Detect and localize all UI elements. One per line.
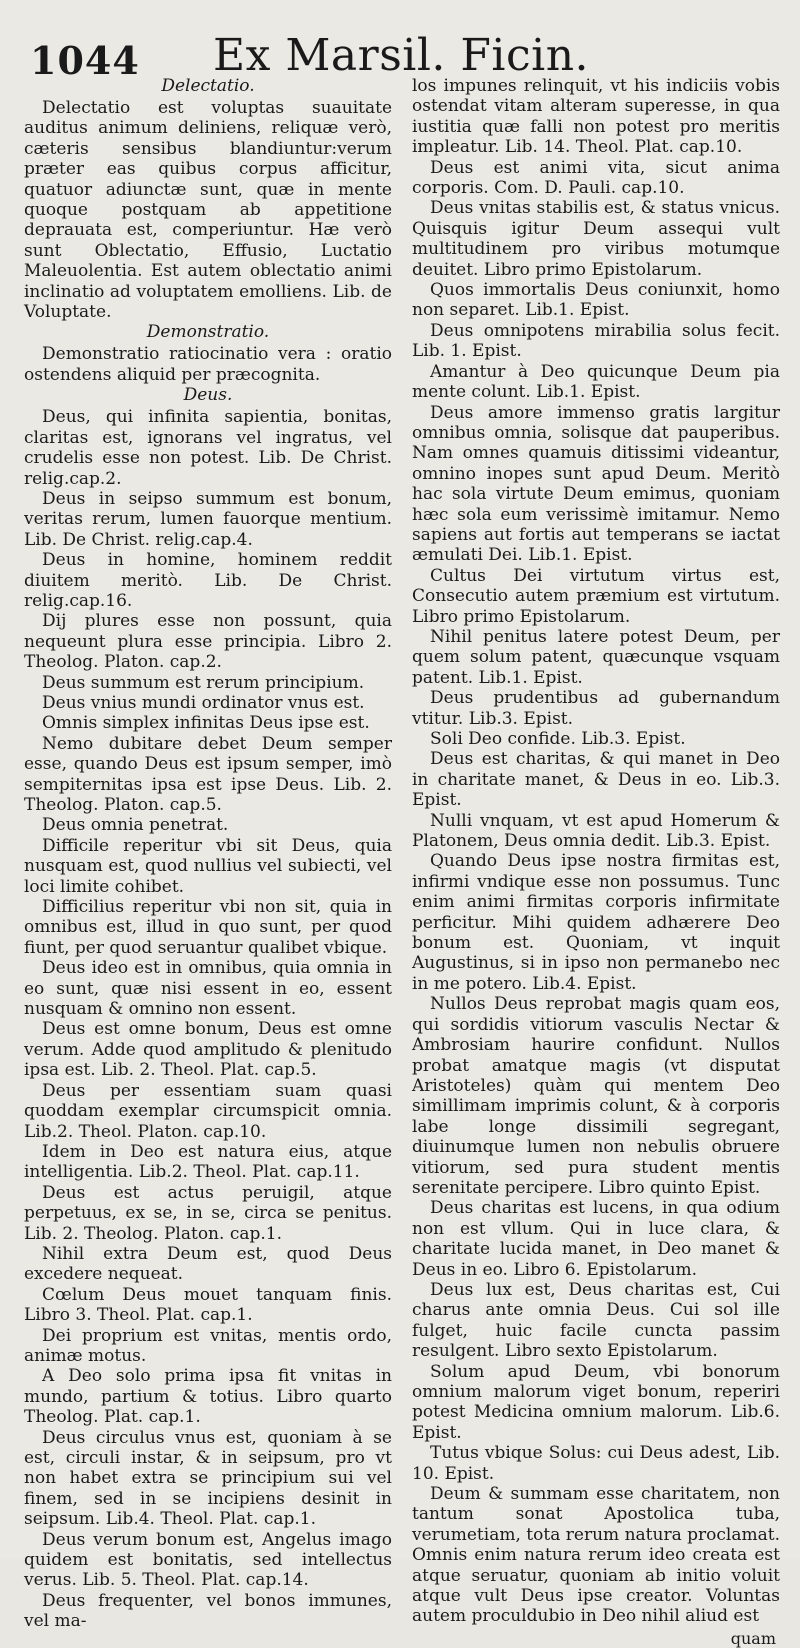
text-entry: Deus vnitas stabilis est, & status vnicus. Quisquis igitur Deum assequi vult multitudinem pro viribus motumque deuitet. Libro primo Epistolarum.	[412, 198, 780, 280]
text-entry: Cultus Dei virtutum virtus est, Consecutio autem præmium est virtutum. Libro primo Epistolarum.	[412, 565, 780, 627]
text-entry: Difficile reperitur vbi sit Deus, quia nusquam est, quod nullius vel subiecti, vel loci limite cohibet.	[24, 835, 392, 897]
text-entry: Deus summum est rerum principium.	[42, 672, 365, 693]
text-entry: Deus est omne bonum, Deus est omne verum. Adde quod amplitudo & plenitudo ipsa est. Lib. 2. Theol. Plat. cap.5.	[24, 1019, 392, 1081]
text-entry: Soli Deo confide. Lib.3. Epist.	[430, 729, 686, 749]
page-number: 1044	[30, 38, 140, 83]
left-column	[24, 76, 392, 1632]
right-column	[412, 76, 780, 1648]
text-entry: Deus circulus vnus est, quoniam à se est, circuli instar, & in seipsum, pro vt non habet extra se principium sui vel finem, sed in se incipiens desinit in seipsum. Lib.4. Theol. Plat. cap.1.	[24, 1427, 392, 1530]
text-entry: Deus lux est, Deus charitas est, Cui charus ante omnia Deus. Cui sol ille fulget, huic facile cuncta passim resulgent. Libro sexto Epistolarum.	[412, 1279, 780, 1362]
text-entry: Deus prudentibus ad gubernandum vtitur. Lib.3. Epist.	[412, 688, 780, 729]
text-entry: Deus frequenter, vel bonos immunes, vel ma-	[24, 1590, 392, 1632]
text-entry: Deus amore immenso gratis largitur omnibus omnia, solisque dat pauperibus. Nam omnes quamuis ditissimi videantur, omnino inopes sunt apud Deum. Meritò hac sola virtute Deum emimus, quoniam hæc sola eum verissimè imitamur. Nemo sapiens aut fortis aut temperans se iactat æmulati Dei. Lib.1. Epist.	[412, 402, 780, 566]
text-entry: Deus ideo est in omnibus, quia omnia in eo sunt, quæ nisi essent in eo, essent nusquam & omnino non essent.	[24, 958, 392, 1020]
text-entry: Deus est charitas, & qui manet in Deo in charitate manet, & Deus in eo. Lib.3. Epist.	[412, 749, 780, 811]
section-heading: Delectatio.	[161, 76, 255, 96]
text-entry: Deus omnipotens mirabilia solus fecit. Lib. 1. Epist.	[412, 320, 780, 362]
text-entry: Omnis simplex infinitas Deus ipse est.	[42, 713, 370, 734]
text-entry: Dij plures esse non possunt, quia nequeunt plura esse principia. Libro 2. Theolog. Platon. cap.2.	[24, 611, 392, 673]
text-entry: Idem in Deo est natura eius, atque intelligentia. Lib.2. Theol. Plat. cap.11.	[24, 1141, 392, 1183]
text-entry: Demonstratio ratiocinatio vera : oratio ostendens aliquid per præcognita.	[24, 344, 392, 385]
section-heading: Demonstratio.	[146, 322, 270, 343]
text-columns	[24, 76, 780, 1648]
text-entry: Amantur à Deo quicunque Deum pia mente colunt. Lib.1. Epist.	[412, 361, 780, 403]
text-entry: Cœlum Deus mouet tanquam finis. Libro 3. Theol. Plat. cap.1.	[24, 1284, 392, 1326]
section-heading: Deus.	[183, 385, 233, 406]
text-entry: Deus, qui infinita sapientia, bonitas, claritas est, ignorans vel ingratus, vel crudelis esse non potest. Lib. De Christ. relig.cap.2.	[24, 407, 392, 489]
text-entry: Deus in homine, hominem reddit diuitem meritò. Lib. De Christ. relig.cap.16.	[24, 550, 392, 611]
text-entry: Deum & summam esse charitatem, non tantum sonat Apostolica tuba, verumetiam, tota rerum natura proclamat. Omnis enim natura rerum ideo creata est atque seruatur, quoniam ab initio voluit atque vult Deus ipse creator. Voluntas autem proculdubio in Deo nihil aliud est	[412, 1484, 780, 1627]
text-entry: Deus charitas est lucens, in qua odium non est vllum. Qui in luce clara, & charitate lucida manet, in Deo manet & Deus in eo. Libro 6. Epistolarum.	[412, 1198, 780, 1280]
text-entry: Difficilius reperitur vbi non sit, quia in omnibus est, illud in quo sunt, per quod fiunt, per quod seruantur qualibet vbique.	[24, 897, 392, 958]
text-entry: Nihil penitus latere potest Deum, per quem solum patent, quæcunque vsquam patent. Lib.1. Epist.	[412, 626, 780, 688]
text-entry: Solum apud Deum, vbi bonorum omnium malorum viget bonum, reperiri potest Medicina omnium malorum. Lib.6. Epist.	[412, 1361, 780, 1443]
text-entry: Deus omnia penetrat.	[42, 815, 229, 836]
text-entry: Nulli vnquam, vt est apud Homerum & Platonem, Deus omnia dedit. Lib.3. Epist.	[412, 810, 780, 852]
text-entry: los impunes relinquit, vt his indiciis vobis ostendat vitam alteram superesse, in qua iustitia quæ falli non potest pro meritis impleatur. Lib. 14. Theol. Plat. cap.10.	[412, 76, 780, 158]
page-header	[24, 22, 778, 82]
running-head: Ex Marsil. Ficin.	[212, 30, 590, 81]
text-entry: Nullos Deus reprobat magis quam eos, qui sordidis vitiorum vasculis Nectar & Ambrosiam haurire confidunt. Nullos probat amatque magis (vt disputat Aristoteles) quàm qui mentem Deo simillimam imprimis colunt, & à corporis labe longe dissimili segregant, diuinumque lumen non nebulis obruere vitiorum, sed pura student mentis serenitate percipere. Libro quinto Epist.	[412, 994, 780, 1198]
catchword: quam	[730, 1628, 776, 1648]
text-entry: Deus in seipso summum est bonum, veritas rerum, lumen fauorque mentium. Lib. De Christ. relig.cap.4.	[24, 488, 392, 550]
text-entry: Quando Deus ipse nostra firmitas est, infirmi vndique esse non possumus. Tunc enim animi firmitas corporis infirmitate perficitur. Mihi quidem adhærere Deo bonum est. Quoniam, vt inquit Augustinus, si in ipso non permanebo nec in me potero. Lib.4. Epist.	[412, 851, 780, 994]
text-entry: Deus per essentiam suam quasi quoddam exemplar circumspicit omnia. Lib.2. Theol. Platon. cap.10.	[24, 1080, 392, 1142]
text-entry: Dei proprium est vnitas, mentis ordo, animæ motus.	[24, 1325, 392, 1366]
text-entry: Tutus vbique Solus: cui Deus adest, Lib. 10. Epist.	[412, 1443, 780, 1484]
text-entry: Deus vnius mundi ordinator vnus est.	[42, 692, 365, 713]
text-entry: Nemo dubitare debet Deum semper esse, quando Deus est ipsum semper, imò sempiternitas ipsa est ipse Deus. Lib. 2. Theolog. Platon. cap.5.	[24, 733, 392, 815]
text-entry: Quos immortalis Deus coniunxit, homo non separet. Lib.1. Epist.	[412, 280, 780, 321]
text-entry: A Deo solo prima ipsa fit vnitas in mundo, partium & totius. Libro quarto Theolog. Plat. cap.1.	[24, 1366, 392, 1428]
right-column-blocks	[412, 76, 780, 1627]
text-entry: Delectatio est voluptas suauitate auditus animum deliniens, reliquæ verò, cæteris sensibus blandiuntur:verum præter eas quibus corpus afficitur, quatuor adiunctæ sunt, quæ in mente quoque postquam ab appetitione deprauata est, comperiuntur. Hæ verò sunt Oblectatio, Effusio, Luctatio Maleuolentia. Est autem oblectatio animi inclinatio ad voluptatem emolliens. Lib. de Voluptate.	[24, 98, 392, 323]
text-entry: Deus est actus peruigil, atque perpetuus, ex se, in se, circa se penitus. Lib. 2. Theolog. Platon. cap.1.	[24, 1182, 392, 1244]
text-entry: Deus est animi vita, sicut anima corporis. Com. D. Pauli. cap.10.	[412, 157, 780, 199]
text-entry: Nihil extra Deum est, quod Deus excedere nequeat.	[24, 1243, 392, 1285]
text-entry: Deus verum bonum est, Angelus imago quidem est bonitatis, sed intellectus verus. Lib. 5. Theol. Plat. cap.14.	[24, 1529, 392, 1591]
